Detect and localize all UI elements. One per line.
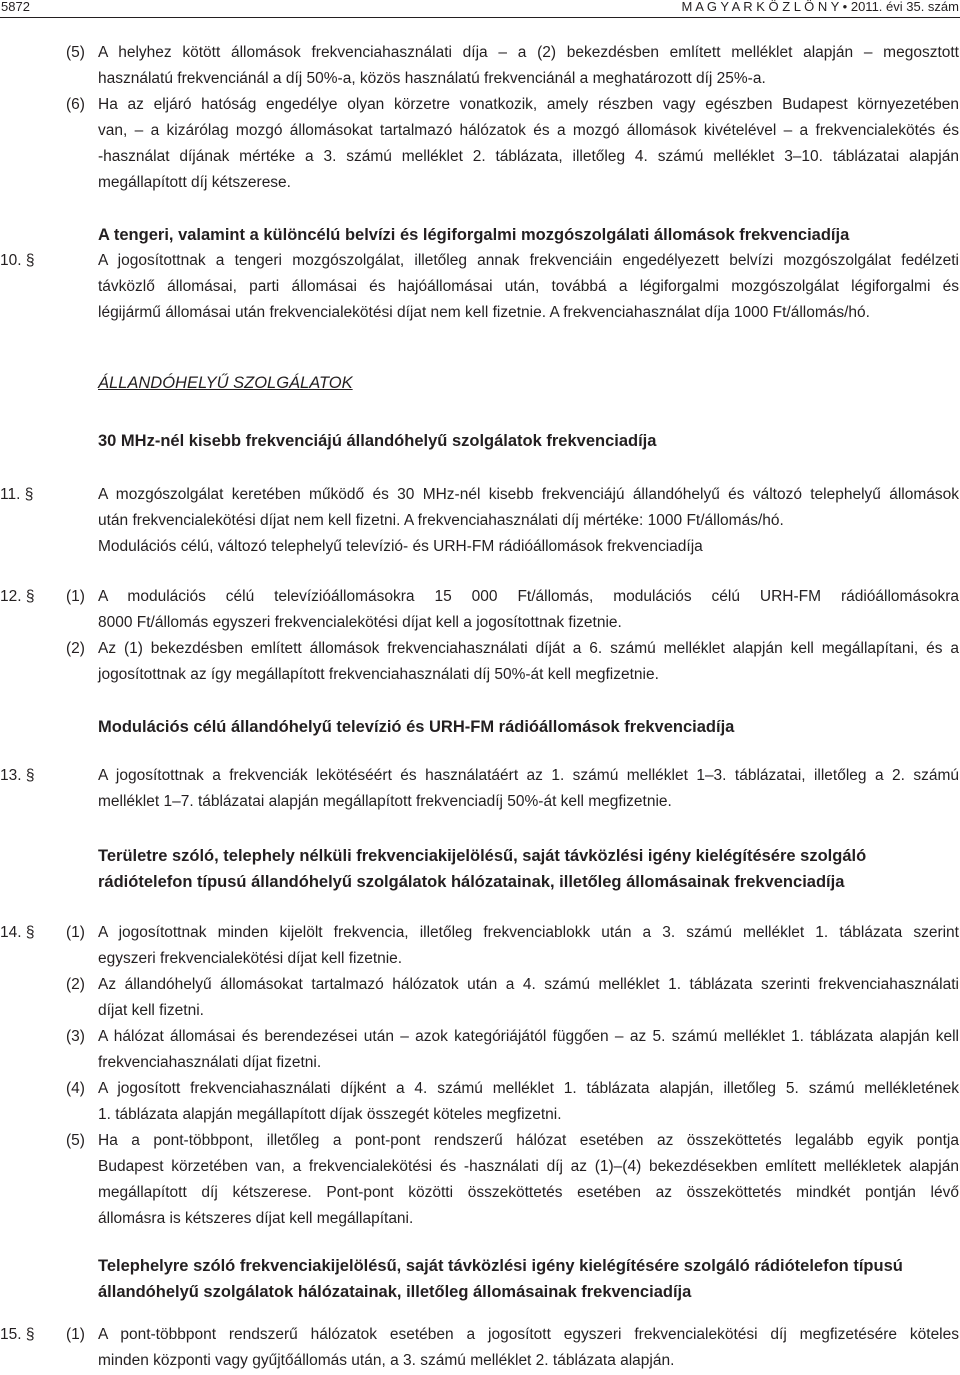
text-line: után frekvencialekötési díjat nem kell fizetni. A frekvenciahasználati díj mértéke: 1000 Ft/állomás/hó.	[98, 512, 784, 529]
paragraph-5	[0, 40, 959, 92]
running-header	[0, 0, 960, 20]
section-heading: 30 MHz-nél kisebb frekvenciájú állandóhelyű szolgálatok frekvenciadíja	[98, 432, 657, 450]
paragraph-number: (3)	[66, 1028, 85, 1045]
text-line: Az (1) bekezdésben említett állomások frekvenciahasználati díját a 6. számú melléklet alapján kell megállapítani, és a	[98, 640, 959, 657]
paragraph-number: (5)	[66, 1132, 85, 1149]
paragraph-number: (2)	[66, 976, 85, 993]
text-line: A pont-többpont rendszerű hálózatok esetében a jogosított egyszeri frekvencialekötési díj megfizetésére köteles	[98, 1326, 959, 1343]
paragraph-number: (6)	[66, 96, 85, 113]
text-line: jogosítottnak az így megállapított frekvenciahasználati díj 50%-át kell megfizetnie.	[98, 666, 659, 683]
paragraph-number: (5)	[66, 44, 85, 61]
text-line: állomásra is kétszeres díjat kell megállapítani.	[98, 1210, 414, 1227]
section-12	[0, 584, 959, 688]
text-line: Ha az eljáró hatóság engedélye olyan körzetre vonatkozik, amely részben vagy egészben Budapest környezetében	[98, 96, 959, 113]
section-heading: A tengeri, valamint a különcélú belvízi és légiforgalmi mozgószolgálati állomások frekvenciadíja	[98, 226, 850, 244]
section-number: 13. §	[0, 767, 35, 784]
paragraph-number: (2)	[66, 640, 85, 657]
paragraph-number: (1)	[66, 588, 85, 605]
section-heading: Modulációs célú állandóhelyű televízió és URH-FM rádióállomások frekvenciadíja	[98, 718, 735, 736]
section-11	[0, 482, 959, 560]
paragraph-number: (1)	[66, 1326, 85, 1343]
text-line: A jogosítottnak a frekvenciák lekötéséért és használatáért az 1. számú melléklet 1–3. táblázatai, illetőleg a 2. számú	[98, 767, 959, 784]
text-line: megállapított díj kétszerese. Pont-pont közötti összeköttetés esetében az összeköttetés mindkét pontján lévő	[98, 1184, 959, 1201]
section-heading: Területre szóló, telephely nélküli frekvenciakijelölésű, saját távközlési igény kielégítésére szolgáló rádiótelefon típusú állandóhelyű szolgálatok hálózatainak, illetőleg állomásainak frekvenciadíja	[98, 847, 867, 891]
journal-title: M A G Y A R K Ö Z L Ö N Y • 2011. évi 35. szám	[681, 0, 959, 14]
text-line: frekvenciahasználati díjat fizetni.	[98, 1054, 322, 1071]
text-line: A mozgószolgálat keretében működő és 30 MHz-nél kisebb frekvenciájú állandóhelyű és változó telephelyű állomások	[98, 486, 959, 503]
text-line: légijármű állomásai után frekvencialekötési díjat nem kell fizetnie. A frekvenciahasználat díja 1000 Ft/állomás/hó.	[98, 304, 870, 321]
text-line: Modulációs célú, változó telephelyű televízió- és URH-FM rádióállomások frekvenciadíja	[98, 538, 703, 555]
text-line: távközlő állomásai, parti állomásai és hajóállomásai után, továbbá a légiforgalmi mozgószolgálat légiforgalmi és	[98, 278, 959, 295]
header-rule	[0, 17, 960, 18]
paragraph-number: (4)	[66, 1080, 85, 1097]
section-number: 11. §	[0, 486, 34, 503]
text-line: -használat díjának mértéke a 3. számú melléklet 2. táblázata, illetőleg 4. számú melléklet 3–10. táblázatai alapján	[98, 148, 959, 165]
text-line: A modulációs célú televízióállomásokra 15 000 Ft/állomás, modulációs célú URH-FM rádióállomásokra	[98, 588, 959, 605]
paragraph-number: (1)	[66, 924, 85, 941]
section-14	[0, 920, 959, 1232]
text-line: A jogosított frekvenciahasználati díjként a 4. számú melléklet 1. táblázata alapján, illetőleg 5. számú mellékletének	[98, 1080, 959, 1097]
text-line: használatú frekvenciánál a díj 50%-a, közös használatú frekvenciánál a meghatározott díj 25%-a.	[98, 70, 766, 87]
text-line: minden központi vagy gyűjtőállomás után, a 3. számú melléklet 2. táblázata alapján.	[98, 1352, 675, 1369]
text-line: Az állandóhelyű állomásokat tartalmazó hálózatok után a 4. számú melléklet 1. táblázata szerinti frekvenciahasználati	[98, 976, 959, 993]
text-line: díjat kell fizetni.	[98, 1002, 204, 1019]
section-13	[0, 763, 959, 815]
page-number: 5872	[1, 0, 30, 14]
section-10	[0, 248, 959, 326]
text-line: Budapest körzetében van, a frekvencialekötési és -használati díj az (1)–(4) bekezdésekben említett mellékletek alapján	[98, 1158, 959, 1175]
text-line: megállapított díj kétszerese.	[98, 174, 291, 191]
text-line: van, – a kizárólag mozgó állomásokat tartalmazó hálózatok és a mozgó állomások kivételével – a frekvencialekötés és	[98, 122, 959, 139]
section-heading: Telephelyre szóló frekvenciakijelölésű, saját távközlési igény kielégítésére szolgáló rádiótelefon típusú állandóhelyű szolgálatok hálózatainak, illetőleg állomásainak frekvenciadíja	[98, 1257, 903, 1301]
text-line: A jogosítottnak minden kijelölt frekvencia, illetőleg frekvenciablokk után a 3. számú melléklet 1. táblázata szerint	[98, 924, 959, 941]
section-number: 12. §	[0, 588, 35, 605]
text-line: A helyhez kötött állomások frekvenciahasználati díja – a (2) bekezdésben említett melléklet alapján – megosztott	[98, 44, 959, 61]
section-number: 15. §	[0, 1326, 35, 1343]
section-number: 14. §	[0, 924, 35, 941]
paragraph-6	[0, 92, 959, 196]
text-line: melléklet 1–7. táblázatai alapján megállapított frekvenciadíj 50%-át kell megfizetnie.	[98, 793, 672, 810]
text-line: egyszeri frekvencialekötési díjat kell fizetnie.	[98, 950, 403, 967]
section-15	[0, 1322, 959, 1374]
section-number: 10. §	[0, 252, 35, 269]
text-line: 8000 Ft/állomás egyszeri frekvencialekötési díjat kell a jogosítottnak fizetnie.	[98, 614, 622, 631]
part-title: ÁLLANDÓHELYŰ SZOLGÁLATOK	[98, 374, 353, 392]
text-line: A jogosítottnak a tengeri mozgószolgálat, illetőleg annak frekvenciáin engedélyezett belvízi mozgószolgálat fedélzeti	[98, 252, 959, 269]
text-line: 1. táblázata alapján megállapított díjak összegét köteles megfizetni.	[98, 1106, 562, 1123]
text-line: A hálózat állomásai és berendezései után – azok kategóriájától függően – az 5. számú melléklet 1. táblázata alapján kell	[98, 1028, 959, 1045]
text-line: Ha a pont-többpont, illetőleg a pont-pont rendszerű hálózat esetében az összeköttetés legalább egyik pontja	[98, 1132, 959, 1149]
